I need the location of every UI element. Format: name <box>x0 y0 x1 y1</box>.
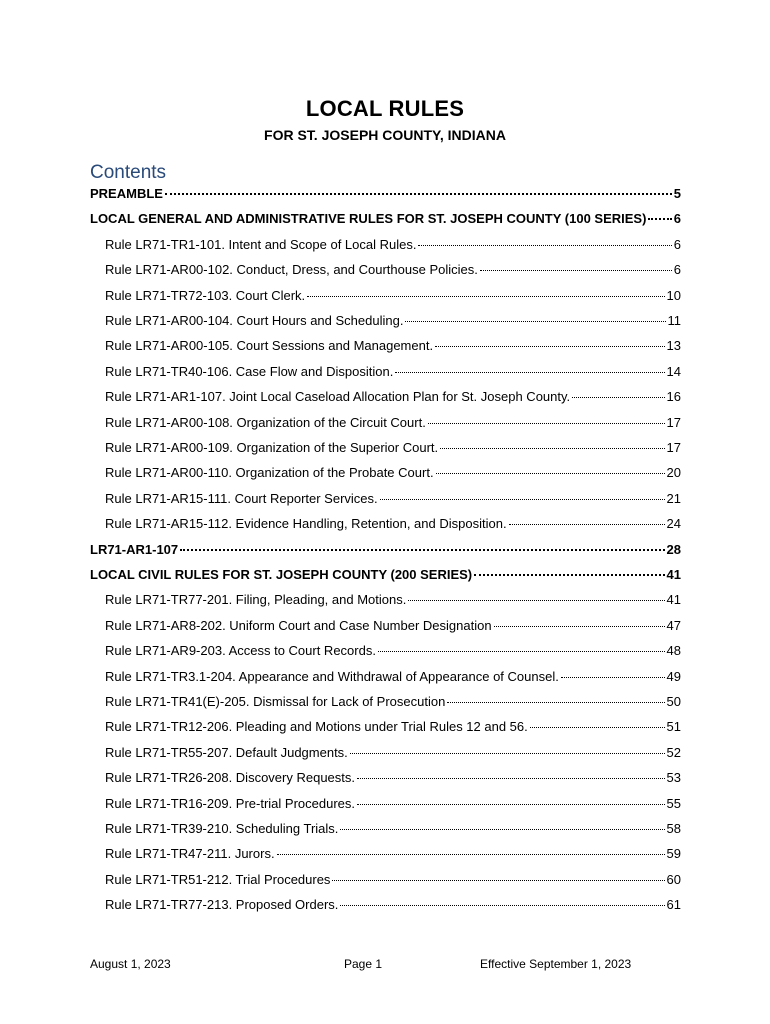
toc-dot-leader <box>180 549 664 551</box>
toc-entry-page: 10 <box>666 288 681 303</box>
toc-entry[interactable] <box>105 616 681 636</box>
toc-entry-label: Rule LR71-TR77-201. Filing, Pleading, and Motions. <box>105 592 407 607</box>
toc-dot-leader <box>277 854 665 855</box>
toc-entry-page: 50 <box>666 694 681 709</box>
toc-entry-page: 13 <box>666 338 681 353</box>
toc-entry-page: 17 <box>666 415 681 430</box>
toc-entry[interactable] <box>105 590 681 610</box>
footer-page-number: Page 1 <box>344 957 383 971</box>
toc-entry-label: Rule LR71-AR00-105. Court Sessions and Management. <box>105 338 434 353</box>
toc-entry-label: Rule LR71-TR77-213. Proposed Orders. <box>105 897 339 912</box>
toc-dot-leader <box>561 677 665 678</box>
contents-heading: Contents <box>90 162 167 183</box>
toc-entry-page: 24 <box>666 516 681 531</box>
toc-entry[interactable] <box>90 209 681 229</box>
toc-entry-page: 20 <box>666 465 681 480</box>
toc-dot-leader <box>395 372 664 373</box>
toc-entry-page: 28 <box>666 542 681 557</box>
toc-dot-leader <box>165 193 672 195</box>
toc-entry[interactable] <box>105 336 681 356</box>
toc-entry-page: 60 <box>666 872 681 887</box>
toc-entry[interactable] <box>105 667 681 687</box>
toc-entry-page: 16 <box>666 389 681 404</box>
toc-entry-page: 52 <box>666 745 681 760</box>
toc-entry[interactable] <box>90 565 681 585</box>
toc-entry-label: Rule LR71-TR3.1-204. Appearance and Withdrawal of Appearance of Counsel. <box>105 669 559 684</box>
toc-dot-leader <box>648 218 671 220</box>
footer-effective-date: Effective September 1, 2023 <box>480 957 632 971</box>
toc-entry[interactable] <box>105 641 681 661</box>
toc-dot-leader <box>509 524 665 525</box>
toc-entry-label: Rule LR71-TR51-212. Trial Procedures <box>105 872 331 887</box>
toc-dot-leader <box>340 905 664 906</box>
toc-entry-label: Rule LR71-AR00-108. Organization of the Circuit Court. <box>105 415 426 430</box>
toc-entry-page: 47 <box>666 618 681 633</box>
toc-entry[interactable] <box>105 717 681 737</box>
toc-entry-page: 48 <box>666 643 681 658</box>
toc-entry-page: 41 <box>666 567 681 582</box>
toc-entry-label: Rule LR71-AR00-110. Organization of the Probate Court. <box>105 465 434 480</box>
toc-entry-label: Rule LR71-TR41(E)-205. Dismissal for Lack of Prosecution <box>105 694 446 709</box>
toc-dot-leader <box>428 423 665 424</box>
toc-entry-label: Rule LR71-TR26-208. Discovery Requests. <box>105 770 355 785</box>
toc-entry-label: Rule LR71-AR15-112. Evidence Handling, Retention, and Disposition. <box>105 516 507 531</box>
document-subtitle: FOR ST. JOSEPH COUNTY, INDIANA <box>264 127 506 143</box>
toc-entry-label: Rule LR71-AR00-102. Conduct, Dress, and Courthouse Policies. <box>105 262 478 277</box>
toc-entry-page: 6 <box>673 262 681 277</box>
toc-dot-leader <box>405 321 665 322</box>
toc-dot-leader <box>408 600 664 601</box>
toc-entry-label: LOCAL CIVIL RULES FOR ST. JOSEPH COUNTY (200 SERIES) <box>90 567 473 582</box>
toc-entry[interactable] <box>105 438 681 458</box>
toc-entry-label: Rule LR71-TR12-206. Pleading and Motions under Trial Rules 12 and 56. <box>105 719 528 734</box>
toc-entry[interactable] <box>105 463 681 483</box>
toc-entry-page: 53 <box>666 770 681 785</box>
toc-entry-label: Rule LR71-TR1-101. Intent and Scope of Local Rules. <box>105 237 417 252</box>
toc-entry[interactable] <box>90 184 681 204</box>
toc-entry[interactable] <box>105 286 681 306</box>
toc-entry-label: Rule LR71-AR1-107. Joint Local Caseload Allocation Plan for St. Joseph County. <box>105 389 571 404</box>
toc-entry-label: Rule LR71-TR16-209. Pre-trial Procedures. <box>105 796 355 811</box>
toc-dot-leader <box>357 804 665 805</box>
toc-dot-leader <box>480 270 672 271</box>
toc-dot-leader <box>357 778 665 779</box>
toc-entry-label: Rule LR71-AR9-203. Access to Court Records. <box>105 643 376 658</box>
toc-dot-leader <box>332 880 664 881</box>
toc-entry[interactable] <box>105 260 681 280</box>
toc-entry[interactable] <box>105 489 681 509</box>
toc-entry[interactable] <box>105 794 681 814</box>
toc-entry-label: LR71-AR1-107 <box>90 542 179 557</box>
toc-entry-label: Rule LR71-AR00-104. Court Hours and Scheduling. <box>105 313 404 328</box>
toc-entry-page: 58 <box>666 821 681 836</box>
toc-dot-leader <box>378 651 665 652</box>
toc-entry[interactable] <box>105 870 681 890</box>
toc-entry-label: PREAMBLE <box>90 186 163 201</box>
toc-dot-leader <box>572 397 664 398</box>
toc-dot-leader <box>440 448 664 449</box>
toc-entry[interactable] <box>105 235 681 255</box>
toc-entry[interactable] <box>105 819 681 839</box>
toc-entry-label: Rule LR71-AR15-111. Court Reporter Services. <box>105 491 378 506</box>
toc-entry[interactable] <box>90 540 681 560</box>
toc-entry-label: Rule LR71-TR40-106. Case Flow and Disposition. <box>105 364 394 379</box>
toc-entry[interactable] <box>105 387 681 407</box>
toc-entry[interactable] <box>105 844 681 864</box>
toc-entry-page: 41 <box>666 592 681 607</box>
toc-entry-page: 6 <box>673 211 681 226</box>
toc-dot-leader <box>494 626 665 627</box>
toc-dot-leader <box>340 829 664 830</box>
toc-entry[interactable] <box>105 743 681 763</box>
toc-dot-leader <box>307 296 664 297</box>
document-title: LOCAL RULES <box>305 96 465 121</box>
toc-entry-page: 51 <box>666 719 681 734</box>
toc-entry-page: 5 <box>673 186 681 201</box>
toc-dot-leader <box>447 702 664 703</box>
toc-entry-page: 55 <box>666 796 681 811</box>
toc-dot-leader <box>380 499 665 500</box>
toc-dot-leader <box>418 245 671 246</box>
toc-dot-leader <box>436 473 665 474</box>
toc-entry-page: 49 <box>666 669 681 684</box>
toc-dot-leader <box>435 346 664 347</box>
toc-entry[interactable] <box>105 362 681 382</box>
toc-entry-label: Rule LR71-TR47-211. Jurors. <box>105 846 275 861</box>
toc-dot-leader <box>474 574 664 576</box>
toc-entry-page: 61 <box>666 897 681 912</box>
toc-entry[interactable] <box>105 311 681 331</box>
toc-dot-leader <box>350 753 665 754</box>
toc-entry[interactable] <box>105 692 681 712</box>
toc-entry-label: Rule LR71-TR55-207. Default Judgments. <box>105 745 348 760</box>
toc-entry-page: 59 <box>666 846 681 861</box>
toc-entry[interactable] <box>105 413 681 433</box>
toc-entry[interactable] <box>105 768 681 788</box>
toc-dot-leader <box>530 727 665 728</box>
toc-entry-label: LOCAL GENERAL AND ADMINISTRATIVE RULES FOR ST. JOSEPH COUNTY (100 SERIES) <box>90 211 647 226</box>
toc-entry-label: Rule LR71-TR39-210. Scheduling Trials. <box>105 821 339 836</box>
toc-entry-page: 11 <box>667 313 681 328</box>
footer-date: August 1, 2023 <box>90 957 171 971</box>
toc-entry-page: 21 <box>666 491 681 506</box>
toc-entry-label: Rule LR71-AR8-202. Uniform Court and Case Number Designation <box>105 618 492 633</box>
toc-entry-label: Rule LR71-TR72-103. Court Clerk. <box>105 288 306 303</box>
toc-entry-page: 14 <box>666 364 681 379</box>
toc-entry[interactable] <box>105 514 681 534</box>
toc-entry-page: 6 <box>673 237 681 252</box>
toc-entry-page: 17 <box>666 440 681 455</box>
toc-entry[interactable] <box>105 895 681 915</box>
toc-entry-label: Rule LR71-AR00-109. Organization of the Superior Court. <box>105 440 439 455</box>
